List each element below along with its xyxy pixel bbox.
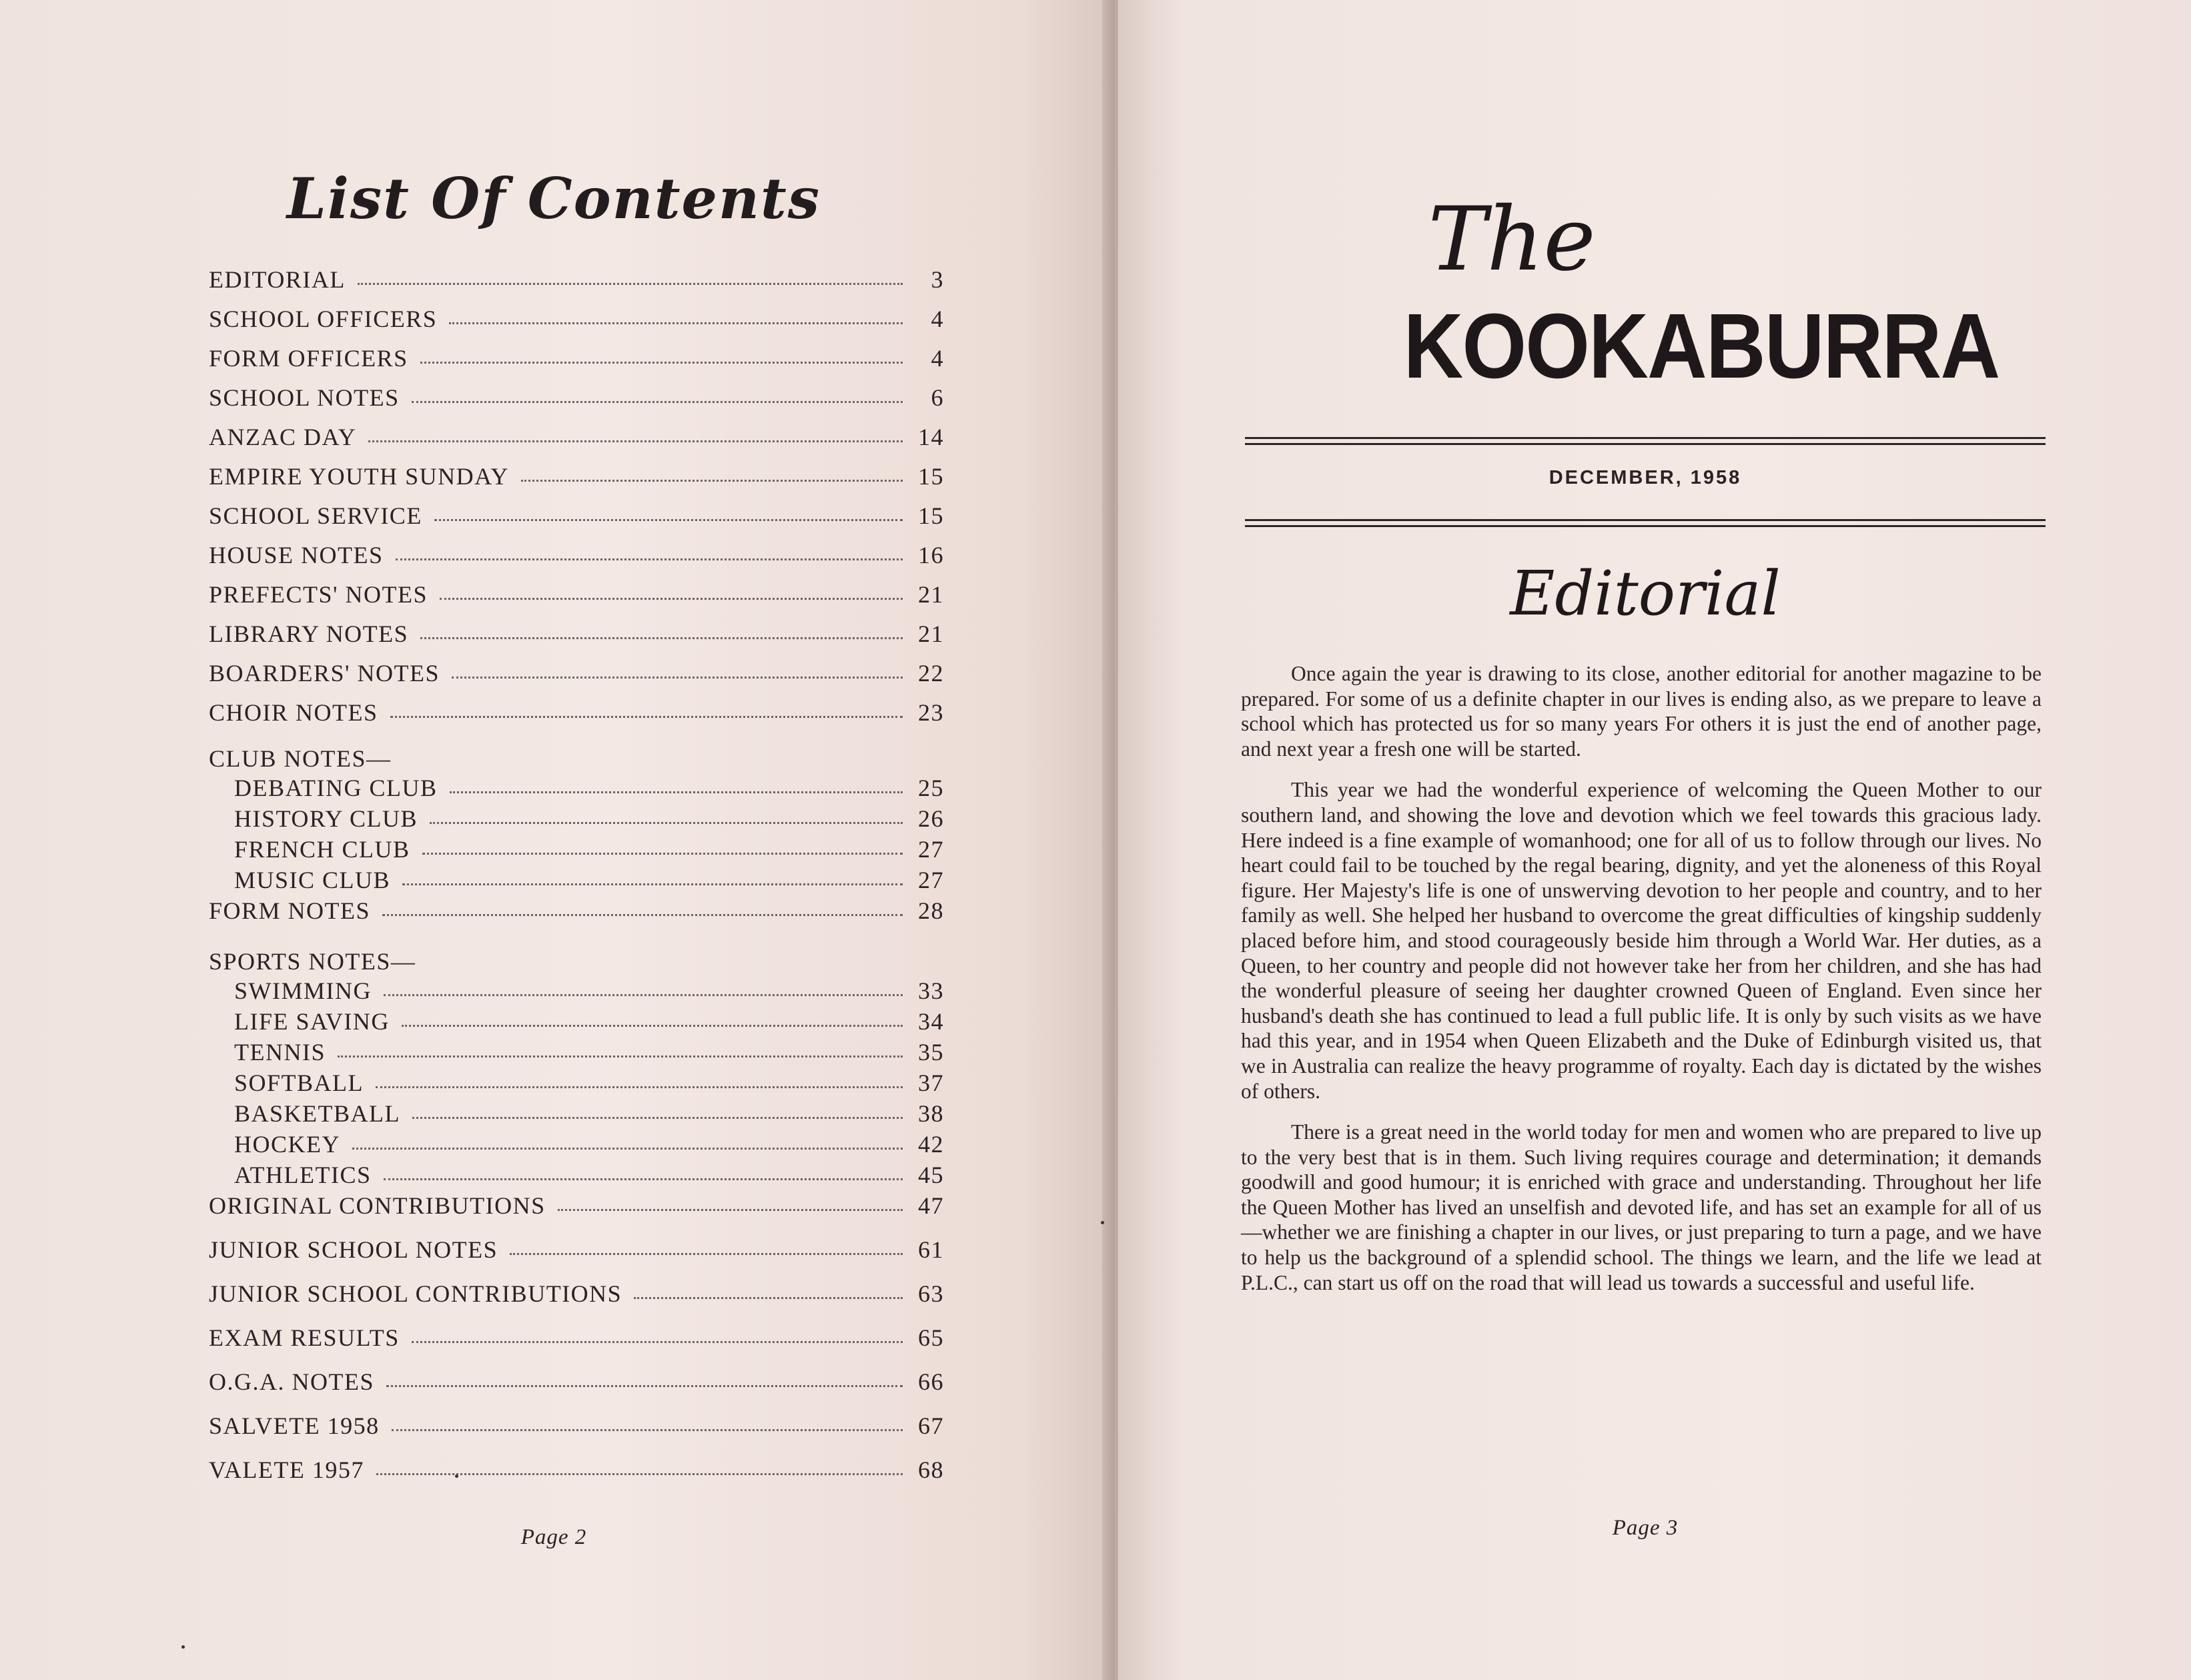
toc-entry-library-notes: LIBRARY NOTES 21	[209, 620, 944, 647]
editorial-paragraph: Once again the year is drawing to its close, another editorial for another magazine to be prepared. For some of us a definite chapter in our lives is ending also, as we prepare to leave a school which has protected us for so many years For others it is just the end of another page, and next year a fresh one will be started.	[1241, 662, 2042, 761]
paper-speck	[181, 1645, 185, 1649]
toc-entry-prefects-notes: PREFECTS' NOTES 21	[209, 581, 944, 608]
toc-entry-softball: SOFTBALL 37	[234, 1070, 944, 1096]
editorial-paragraph: This year we had the wonderful experience of welcoming the Queen Mother to our southern land, and showing the love and devotion which we feel towards this gracious lady. Here indeed is a fine example of womanhood; one for all of us to follow through our lives. No heart could fail to be touched by the regal bearing, dignity, and yet the aloneness of this Royal figure. Her Majesty's life is one of unswerving devotion to her people and country, and to her family as well. She helped her husband to overcome the great difficulties of kingship suddenly placed before him, and stood courageously beside him through a World War. Her duties, as a Queen, to her country and people did not however take her from her children, and she has had the wonderful pleasure of seeing her daughter crowned Queen of England. Even since her husband's death she has continued to lead a full public life. It is only by such visits as we have had this year, and in 1954 when Queen Elizabeth and the Duke of Edinburgh visited us, that we in Australia can realize the heavy programme of royalty. Each day is dictated by the wishes of others.	[1241, 778, 2042, 1103]
editorial-paragraph: There is a great need in the world today for men and women who are prepared to live up to the very best that is in them. Such living requires courage and determination; it demands goodwill and good humour; it is enriched with grace and understanding. Throughout her life the Queen Mother has lived an unselfish and devoted life, and has set an example for all of us—whether we are finishing a chapter in our lives, or just preparing to turn a page, and we have to help us the background of a splendid school. The things we learn, and the life we lead at P.L.C., can start us off on the road that will lead us towards a successful and useful life.	[1241, 1120, 2042, 1294]
toc-entry-music-club: MUSIC CLUB 27	[234, 867, 944, 893]
toc-entry-tennis: TENNIS 35	[234, 1039, 944, 1066]
toc-entry-history-club: HISTORY CLUB 26	[234, 805, 944, 832]
editorial-body	[1241, 661, 2042, 1311]
contents-title: List Of Contents	[286, 165, 821, 232]
toc-entry-oga-notes: O.G.A. NOTES 66	[209, 1368, 944, 1395]
toc-entry-debating-club: DEBATING CLUB 25	[234, 775, 944, 801]
page-number-left: Page 2	[520, 1525, 587, 1549]
toc-entry-basketball: BASKETBALL 38	[234, 1100, 944, 1127]
toc-entry-editorial: EDITORIAL 3	[209, 266, 944, 293]
toc-entry-life-saving: LIFE SAVING 34	[234, 1008, 944, 1035]
editorial-title: Editorial	[1510, 558, 1781, 629]
masthead-title: KOOKABURRA	[1403, 295, 2000, 398]
toc-heading-club-notes: CLUB NOTES—	[209, 745, 392, 772]
toc-entry-athletics: ATHLETICS 45	[234, 1162, 944, 1188]
toc-entry-boarders-notes: BOARDERS' NOTES 22	[209, 660, 944, 687]
toc-entry-swimming: SWIMMING 33	[234, 977, 944, 1004]
toc-entry-anzac-day: ANZAC DAY 14	[209, 424, 944, 450]
toc-entry-valete-1957: VALETE 1957 68	[209, 1456, 944, 1483]
toc-entry-empire-youth-sunday: EMPIRE YOUTH SUNDAY 15	[209, 463, 944, 490]
toc-entry-junior-school-notes: JUNIOR SCHOOL NOTES 61	[209, 1236, 944, 1263]
toc-entry-house-notes: HOUSE NOTES 16	[209, 542, 944, 568]
toc-entry-form-officers: FORM OFFICERS 4	[209, 345, 944, 372]
toc-entry-original-contributions: ORIGINAL CONTRIBUTIONS 47	[209, 1192, 944, 1219]
toc-entry-school-service: SCHOOL SERVICE 15	[209, 502, 944, 529]
paper-speck	[455, 1475, 458, 1478]
toc-entry-junior-school-contributions: JUNIOR SCHOOL CONTRIBUTIONS 63	[209, 1280, 944, 1307]
masthead-the: The	[1428, 188, 1596, 291]
masthead-rule-top	[1245, 437, 2046, 445]
toc-heading-sports-notes: SPORTS NOTES—	[209, 948, 416, 975]
contents-list	[209, 266, 944, 1500]
toc-entry-school-notes: SCHOOL NOTES 6	[209, 384, 944, 411]
page-number-right: Page 3	[1612, 1516, 1679, 1540]
toc-entry-choir-notes: CHOIR NOTES 23	[209, 699, 944, 726]
toc-entry-form-notes: FORM NOTES 28	[209, 897, 944, 924]
masthead-rule-bottom	[1245, 519, 2046, 527]
toc-entry-school-officers: SCHOOL OFFICERS 4	[209, 306, 944, 332]
issue-date: DECEMBER, 1958	[1549, 467, 1742, 488]
toc-entry-french-club: FRENCH CLUB 27	[234, 836, 944, 863]
toc-entry-salvete-1958: SALVETE 1958 67	[209, 1412, 944, 1439]
paper-speck	[1101, 1221, 1104, 1224]
toc-entry-hockey: HOCKEY 42	[234, 1131, 944, 1158]
toc-entry-exam-results: EXAM RESULTS 65	[209, 1324, 944, 1351]
